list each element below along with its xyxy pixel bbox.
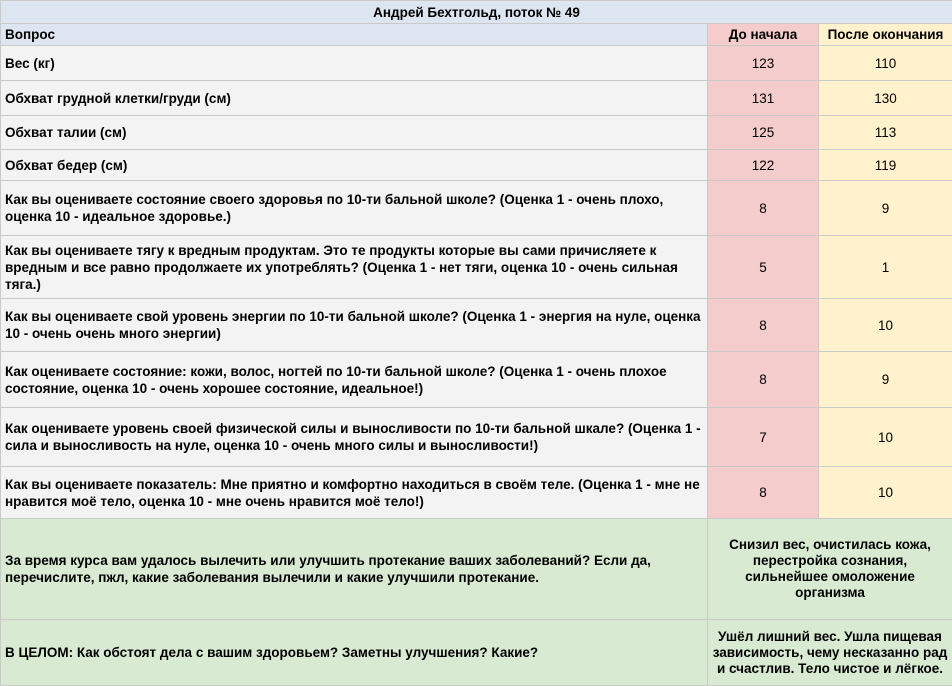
question-cell: Как вы оцениваете состояние своего здоровья по 10-ти бальной школе? (Оценка 1 - очень плохо, оценка 10 - идеальное здоровье.) [1, 181, 708, 236]
before-value: 131 [708, 81, 819, 116]
column-header-after: После окончания [819, 24, 952, 46]
text-answer-cell: Ушёл лишний вес. Ушла пищевая зависимость, чему несказанно рад и счастлив. Тело чистое и лёгкое. [708, 620, 952, 686]
question-cell: Как оцениваете состояние: кожи, волос, ногтей по 10-ти бальной школе? (Оценка 1 - очень плохое состояние, оценка 10 - очень хорошее состояние, идеальное!) [1, 352, 708, 408]
table-row [1, 116, 952, 150]
question-cell: Обхват бедер (см) [1, 150, 708, 181]
table-row [1, 81, 952, 116]
after-value: 10 [819, 467, 952, 519]
table-row [1, 46, 952, 81]
after-value: 130 [819, 81, 952, 116]
before-value: 8 [708, 352, 819, 408]
text-answer-cell: Снизил вес, очистилась кожа, перестройка сознания, сильнейшее омоложение организма [708, 519, 952, 620]
question-cell: Обхват грудной клетки/груди (см) [1, 81, 708, 116]
before-value: 122 [708, 150, 819, 181]
question-cell: Обхват талии (см) [1, 116, 708, 150]
after-value: 113 [819, 116, 952, 150]
before-value: 8 [708, 181, 819, 236]
title-row [1, 1, 952, 24]
table-title: Андрей Бехтгольд, поток № 49 [1, 1, 952, 24]
question-cell: Как вы оцениваете тягу к вредным продуктам. Это те продукты которые вы сами причисляете к вредным и все равно продолжаете их употреблять? (Оценка 1 - нет тяги, оценка 10 - очень сильная тяга.) [1, 236, 708, 299]
table-row [1, 299, 952, 352]
before-value: 125 [708, 116, 819, 150]
after-value: 1 [819, 236, 952, 299]
question-cell: В ЦЕЛОМ: Как обстоят дела с вашим здоровьем? Заметны улучшения? Какие? [1, 620, 708, 686]
text-answer-row [1, 519, 952, 620]
before-value: 8 [708, 467, 819, 519]
question-cell: Как оцениваете уровень своей физической силы и выносливости по 10-ти бальной шкале? (Оценка 1 - сила и выносливость на нуле, оценка 10 - очень много силы и выносливости!) [1, 408, 708, 467]
table-row [1, 408, 952, 467]
table-row [1, 467, 952, 519]
question-cell: Как вы оцениваете показатель: Мне приятно и комфортно находиться в своём теле. (Оценка 1 - мне не нравится моё тело, оценка 10 - мне очень нравится моё тело!) [1, 467, 708, 519]
after-value: 119 [819, 150, 952, 181]
text-answer-row [1, 620, 952, 686]
before-value: 5 [708, 236, 819, 299]
table-row [1, 352, 952, 408]
after-value: 10 [819, 299, 952, 352]
table-row [1, 181, 952, 236]
table-row [1, 236, 952, 299]
before-value: 123 [708, 46, 819, 81]
column-header-question: Вопрос [1, 24, 708, 46]
after-value: 9 [819, 352, 952, 408]
after-value: 10 [819, 408, 952, 467]
before-value: 7 [708, 408, 819, 467]
before-value: 8 [708, 299, 819, 352]
after-value: 9 [819, 181, 952, 236]
column-header-before: До начала [708, 24, 819, 46]
table-row [1, 150, 952, 181]
question-cell: За время курса вам удалось вылечить или улучшить протекание ваших заболеваний? Если да, перечислите, пжл, какие заболевания вылечили и какие улучшили протекание. [1, 519, 708, 620]
question-cell: Вес (кг) [1, 46, 708, 81]
after-value: 110 [819, 46, 952, 81]
header-row [1, 24, 952, 46]
question-cell: Как вы оцениваете свой уровень энергии по 10-ти бальной школе? (Оценка 1 - энергия на нуле, оценка 10 - очень очень много энергии) [1, 299, 708, 352]
